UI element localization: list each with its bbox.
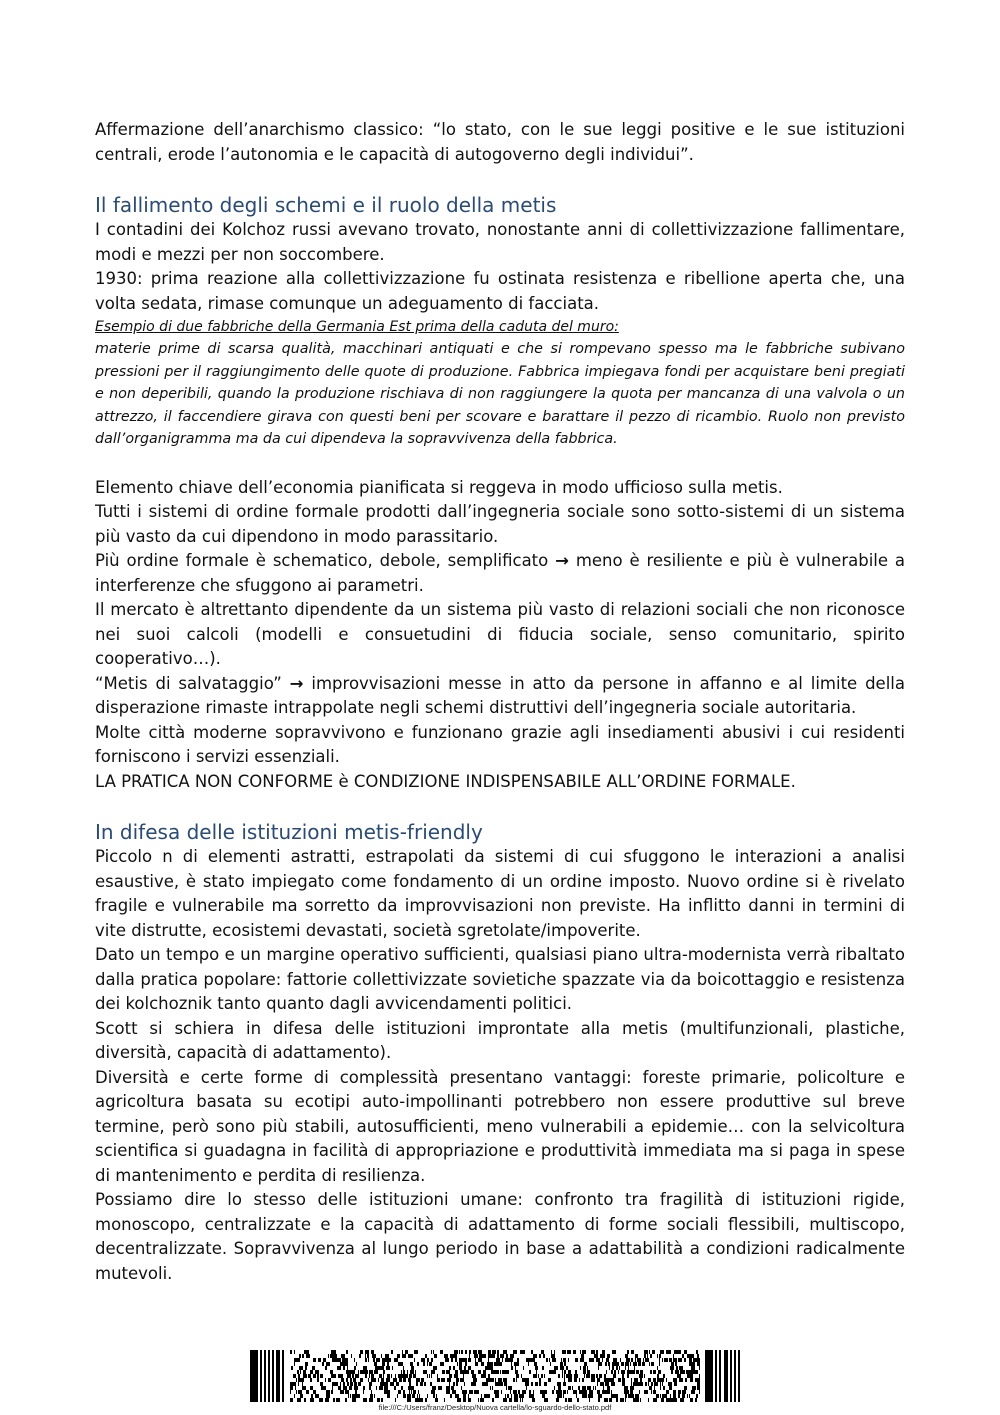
- intro-paragraph: Affermazione dell’anarchismo classico: “lo stato, con le sue leggi positive e le sue istituzioni centrali, erode l’autonomia e le capacità di autogoverno degli individui”.: [95, 120, 905, 164]
- paragraph-text: improvvisazioni messe in atto da persone in affanno e al limite della disperazione rimaste intrappolate negli schemi distruttivi dell’ingegneria sociale autoritaria.: [95, 673, 905, 717]
- section-heading-fallimento: Il fallimento degli schemi e il ruolo della metis: [95, 193, 557, 217]
- paragraph: Scott si schiera in difesa delle istituzioni improntate alla metis (multifunzionali, plastiche, diversità, capacità di adattamento).: [95, 1018, 905, 1062]
- arrow-right-icon: →: [289, 673, 304, 693]
- paragraph: [95, 549, 905, 598]
- paragraph: Tutti i sistemi di ordine formale prodotti dall’ingegneria sociale sono sotto-sistemi di un sistema più vasto da cui dipendono in modo parassitario.: [95, 502, 905, 546]
- example-title-colon: :: [614, 319, 619, 335]
- paragraph: LA PRATICA NON CONFORME è CONDIZIONE INDISPENSABILE ALL’ORDINE FORMALE.: [95, 771, 796, 791]
- paragraph: Molte città moderne sopravvivono e funzionano grazie agli insediamenti abusivi i cui residenti forniscono i servizi essenziali.: [95, 722, 905, 766]
- paragraph: Diversità e certe forme di complessità presentano vantaggi: foreste primarie, policolture e agricoltura basata su ecotipi auto-impollinanti potrebbero non essere produttive sul breve termine, però sono più stabili, autosufficienti, meno vulnerabili a epidemie… con la selvicoltura scientifica si guadagna in facilità di appropriazione e produttività immediata ma si paga in spese di mantenimento e perdita di resilienza.: [95, 1067, 905, 1185]
- file-path: file:///C:/Users/franz/Desktop/Nuova cartella/lo-sguardo-dello-stato.pdf: [378, 1403, 612, 1412]
- example-text: materie prime di scarsa qualità, macchinari antiquati e che si rompevano spesso ma le fabbriche subivano pressioni per il raggiungimento delle quote di produzione. Fabbrica impiegava fondi per acquistare beni pregiati e non deperibili, quando la produzione rischiava di non raggiungere la quota per mancanza di una valvola o un attrezzo, il faccendiere girava con questi beni per scovare e barattare il pezzo di ricambio. Ruolo non previsto dall’organigramma ma da cui dipendeva la sopravvivenza della fabbrica.: [95, 341, 905, 447]
- paragraph: Piccolo n di elementi astratti, estrapolati da sistemi di cui sfuggono le interazioni a analisi esaustive, è stato impiegato come fondamento di un ordine imposto. Nuovo ordine si è rivelato fragile e vulnerabile ma sorretto da improvvisazioni non previste. Ha inflitto danni in termini di vite distrutte, ecosistemi devastati, società sgretolate/impoverite.: [95, 847, 905, 940]
- paragraph: Possiamo dire lo stesso delle istituzioni umane: confronto tra fragilità di istituzioni rigide, monoscopo, centralizzate e la capacità di adattamento di forme sociali flessibili, multiscopo, decentralizzate. Sopravvivenza al lungo periodo in base a adattabilità a condizioni radicalmente mutevoli.: [95, 1190, 905, 1283]
- paragraph: Il mercato è altrettanto dipendente da un sistema più vasto di relazioni sociali che non riconosce nei suoi calcoli (modelli e consuetudini di fiducia sociale, senso comunitario, spirito cooperativo…).: [95, 600, 905, 668]
- paragraph: I contadini dei Kolchoz russi avevano trovato, nonostante anni di collettivizzazione fallimentare, modi e mezzi per non soccombere.: [95, 220, 905, 264]
- document-page: [95, 118, 905, 1286]
- arrow-right-icon: →: [555, 551, 569, 570]
- paragraph: [95, 672, 905, 721]
- barcode-icon: [250, 1350, 740, 1402]
- example-title-text: Esempio di due fabbriche della Germania Est prima della caduta del muro: [95, 319, 615, 335]
- paragraph-text: Più ordine formale è schematico, debole, semplificato: [95, 551, 556, 570]
- example-title: [95, 316, 905, 338]
- paragraph-text: “Metis di salvataggio”: [95, 673, 290, 693]
- footer: [250, 1350, 740, 1415]
- paragraph: Elemento chiave dell’economia pianificata si reggeva in modo ufficioso sulla metis.: [95, 477, 783, 497]
- paragraph: Dato un tempo e un margine operativo sufficienti, qualsiasi piano ultra-modernista verrà ribaltato dalla pratica popolare: fattorie collettivizzate sovietiche spazzate via da boicottaggio e resistenza dei kolchoznik tanto quanto dagli avvicendamenti politici.: [95, 945, 905, 1013]
- section-heading-difesa: In difesa delle istituzioni metis-friendly: [95, 820, 483, 844]
- paragraph-text: meno è resiliente e più è vulnerabile a interferenze che sfuggono ai parametri.: [95, 551, 905, 595]
- paragraph: 1930: prima reazione alla collettivizzazione fu ostinata resistenza e ribellione aperta che, una volta sedata, rimase comunque un adeguamento di facciata.: [95, 269, 905, 313]
